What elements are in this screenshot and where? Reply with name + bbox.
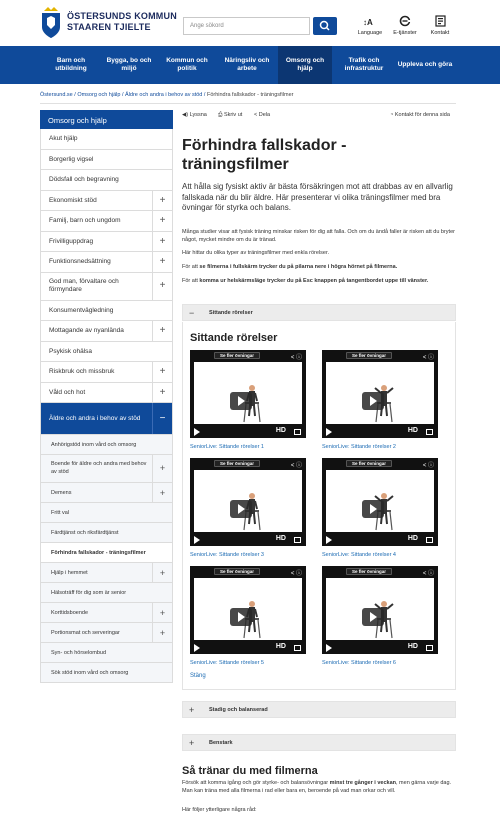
fullscreen-icon[interactable] bbox=[426, 429, 433, 435]
expand-icon[interactable]: + bbox=[152, 383, 172, 403]
nav-item-naringsliv-och-arbete[interactable]: Näringsliv och arbete bbox=[224, 57, 270, 72]
play-overlay-icon[interactable] bbox=[230, 608, 252, 626]
page-toolbar bbox=[182, 112, 456, 122]
nav-item-barn-och-utbildning[interactable]: Barn och utbildning bbox=[55, 57, 87, 72]
video-controls bbox=[190, 426, 306, 438]
play-overlay-icon[interactable] bbox=[230, 392, 252, 410]
sidebar-item-borgerlig-vigsel[interactable]: Borgerlig vigsel bbox=[40, 150, 173, 171]
expand-icon[interactable]: + bbox=[152, 455, 172, 482]
expand-icon[interactable]: + bbox=[152, 603, 172, 622]
video-caption[interactable]: SeniorLive: Sittande rörelser 5 bbox=[190, 660, 264, 666]
video-caption[interactable]: SeniorLive: Sittande rörelser 3 bbox=[190, 552, 264, 558]
divider bbox=[40, 103, 456, 104]
sidebar-subitem-boende[interactable]: Boende för äldre och andra med behov av stöd + bbox=[40, 455, 173, 483]
sidebar-subitem-current[interactable]: Förhindra fallskador - träningsfilmer bbox=[40, 543, 173, 563]
sidebar-subitem-halsotraff[interactable]: Hälsoträff för dig som är senior bbox=[40, 583, 173, 603]
site-header bbox=[0, 0, 500, 46]
hd-icon[interactable]: HD bbox=[407, 535, 418, 542]
play-overlay-icon[interactable] bbox=[362, 608, 384, 626]
nav-item-bygga-bo-och-miljo[interactable]: Bygga, bo och miljö bbox=[106, 57, 152, 72]
training-paragraph-2: Här följer ytterligare några råd: bbox=[182, 807, 257, 813]
language-label: Language bbox=[357, 30, 383, 36]
sidebar-subitem-portionsmat[interactable]: Portionsmat och serveringar + bbox=[40, 623, 173, 643]
video-controls bbox=[322, 534, 438, 546]
sidebar bbox=[40, 110, 173, 683]
paragraph-1: Många studier visar att fysisk träning minskar risken för dig att falla. Och om du ändå faller är risken att du bryter något, mycket mindre om du är tränad. bbox=[182, 229, 455, 243]
video-caption[interactable]: SeniorLive: Sittande rörelser 2 bbox=[322, 444, 396, 450]
share-info-icon[interactable]: < ⓘ bbox=[290, 571, 302, 577]
more-exercises-button[interactable]: Se fler övningar bbox=[214, 460, 260, 467]
ingress-text: Att hålla sig fysiskt aktiv är bästa försäkringen mot att drabbas av en allvarlig fallskada när du blir äldre. Här presenterar vi olika träningsfilmer med bra övningar för styrka och balans. bbox=[182, 182, 453, 212]
search-input[interactable]: Ange sökord bbox=[183, 17, 310, 35]
search-button[interactable] bbox=[313, 17, 337, 35]
video-controls bbox=[322, 426, 438, 438]
video-player[interactable] bbox=[322, 566, 438, 654]
breadcrumb-link-omsorg[interactable]: Omsorg och hjälp bbox=[77, 92, 121, 98]
collapse-icon[interactable]: − bbox=[152, 403, 172, 434]
video-caption[interactable]: SeniorLive: Sittande rörelser 6 bbox=[322, 660, 396, 666]
sidebar-subitem-korttidsboende[interactable]: Korttidsboende + bbox=[40, 603, 173, 623]
nav-item-kommun-och-politik[interactable]: Kommun och politik bbox=[166, 57, 208, 72]
font-size-icon bbox=[363, 15, 377, 26]
play-icon[interactable] bbox=[326, 644, 332, 652]
video-caption[interactable]: SeniorLive: Sittande rörelser 1 bbox=[190, 444, 264, 450]
svg-text:↕A: ↕A bbox=[363, 18, 373, 26]
sidebar-subitem-hjalp-i-hemmet[interactable]: Hjälp i hemmet + bbox=[40, 563, 173, 583]
more-exercises-button[interactable]: Se fler övningar bbox=[346, 568, 392, 575]
breadcrumb-current: Förhindra fallskador - träningsfilmer bbox=[206, 92, 294, 98]
sidebar-subitem-anhorigstod[interactable]: Anhörigstöd inom vård och omsorg bbox=[40, 435, 173, 455]
hd-icon[interactable]: HD bbox=[275, 643, 286, 650]
fullscreen-icon[interactable] bbox=[294, 645, 301, 651]
e-services-icon bbox=[399, 15, 411, 27]
training-paragraph-1: Försök att komma igång och gör styrke- och balansövningar minst tre gånger i veckan, men gärna varje dag. Man kan träna med alla filmerna i rad eller bara en, beroende på vad man orkar och vill. bbox=[182, 780, 452, 794]
paragraph-2: Här hittar du olika typer av träningsfilmer med enkla rörelser. bbox=[182, 250, 330, 256]
breadcrumb-link-aldre[interactable]: Äldre och andra i behov av stöd bbox=[125, 92, 203, 98]
accordion-sittande[interactable] bbox=[182, 304, 456, 321]
video-controls bbox=[322, 642, 438, 654]
share-info-icon[interactable]: < ⓘ bbox=[422, 571, 434, 577]
expand-icon[interactable]: + bbox=[152, 321, 172, 341]
sidebar-subitem-fritt-val[interactable]: Fritt val bbox=[40, 503, 173, 523]
expand-icon[interactable]: + bbox=[152, 252, 172, 272]
play-icon[interactable] bbox=[194, 428, 200, 436]
breadcrumb-link-home[interactable]: Östersund.se bbox=[40, 92, 73, 98]
video-frame[interactable] bbox=[326, 362, 434, 424]
expand-icon[interactable]: + bbox=[152, 623, 172, 642]
e-services-label: E-tjänster bbox=[393, 30, 417, 36]
play-icon[interactable] bbox=[326, 536, 332, 544]
expand-icon[interactable]: + bbox=[152, 232, 172, 252]
video-caption[interactable]: SeniorLive: Sittande rörelser 4 bbox=[322, 552, 396, 558]
video-frame[interactable] bbox=[326, 470, 434, 532]
video-frame[interactable] bbox=[194, 362, 302, 424]
nav-item-omsorg-och-hjalp[interactable]: Omsorg och hjälp bbox=[278, 46, 332, 84]
logo-text-line1[interactable]: ÖSTERSUNDS KOMMUN bbox=[67, 11, 177, 21]
play-overlay-icon[interactable] bbox=[362, 392, 384, 410]
contact-icon bbox=[435, 15, 446, 27]
accordion-benstark[interactable] bbox=[182, 734, 456, 751]
share-info-icon[interactable]: < ⓘ bbox=[422, 355, 434, 361]
video-frame[interactable] bbox=[326, 578, 434, 640]
sidebar-item-god-man[interactable]: God man, förvaltare och förmyndare + bbox=[40, 273, 173, 301]
contact-page-link[interactable]: ◔ Kontakt för denna sida bbox=[390, 112, 450, 118]
municipality-crest-icon[interactable] bbox=[40, 5, 62, 40]
sidebar-item-aldre-active[interactable]: Äldre och andra i behov av stöd − bbox=[40, 403, 173, 435]
sidebar-item-familj[interactable]: Familj, barn och ungdom + bbox=[40, 211, 173, 232]
expand-icon: + bbox=[189, 738, 195, 748]
fullscreen-icon[interactable] bbox=[426, 645, 433, 651]
sidebar-item-konsumentvagledning[interactable]: Konsumentvägledning bbox=[40, 301, 173, 322]
hd-icon[interactable]: HD bbox=[275, 427, 286, 434]
training-heading: Så tränar du med filmerna bbox=[182, 765, 318, 777]
share-info-icon[interactable]: < ⓘ bbox=[290, 463, 302, 469]
sidebar-subitem-demens[interactable]: Demens + bbox=[40, 483, 173, 503]
fullscreen-icon[interactable] bbox=[426, 537, 433, 543]
expand-icon[interactable]: + bbox=[152, 483, 172, 502]
collapse-icon: − bbox=[189, 308, 195, 318]
expand-icon[interactable]: + bbox=[152, 211, 172, 231]
sidebar-item-psykisk-ohalsa[interactable]: Psykisk ohälsa bbox=[40, 342, 173, 363]
print-button[interactable]: ⎙ Skriv ut bbox=[218, 112, 243, 118]
share-info-icon[interactable]: < ⓘ bbox=[422, 463, 434, 469]
language-button[interactable] bbox=[355, 13, 385, 36]
sidebar-item-funktionsnedsattning[interactable]: Funktionsnedsättning + bbox=[40, 252, 173, 273]
accordion-label: Sittande rörelser bbox=[209, 310, 253, 316]
section-heading: Sittande rörelser bbox=[190, 332, 278, 344]
sidebar-item-vald-och-hot[interactable]: Våld och hot + bbox=[40, 383, 173, 404]
accordion-label: Stadig och balanserad bbox=[209, 707, 268, 713]
main-navigation bbox=[0, 46, 500, 84]
contact-button[interactable] bbox=[425, 13, 455, 36]
sidebar-subitem-syn-och-horsel[interactable]: Syn- och hörselombud bbox=[40, 643, 173, 663]
share-info-icon[interactable]: < ⓘ bbox=[290, 355, 302, 361]
more-exercises-button[interactable]: Se fler övningar bbox=[214, 568, 260, 575]
sidebar-item-frivilliguppdrag[interactable]: Frivilliguppdrag + bbox=[40, 232, 173, 253]
nav-item-trafik-och-infrastruktur[interactable]: Trafik och infrastruktur bbox=[344, 57, 384, 72]
more-exercises-button[interactable]: Se fler övningar bbox=[346, 460, 392, 467]
sidebar-item-ekonomiskt-stod[interactable]: Ekonomiskt stöd + bbox=[40, 191, 173, 212]
sidebar-item-akut-hjalp[interactable]: Akut hjälp bbox=[40, 129, 173, 150]
paragraph-4: För att komma ur helskärmsläge trycker du på Esc knappen på tangentbordet uppe till vänster. bbox=[182, 278, 429, 284]
listen-button[interactable]: ◀) Lyssna bbox=[182, 112, 207, 118]
nav-item-uppleva-och-gora[interactable]: Uppleva och göra bbox=[397, 61, 453, 68]
close-link[interactable]: Stäng bbox=[190, 673, 206, 679]
play-icon[interactable] bbox=[194, 644, 200, 652]
more-exercises-button[interactable]: Se fler övningar bbox=[346, 352, 392, 359]
video-controls bbox=[190, 534, 306, 546]
expand-icon[interactable]: + bbox=[152, 191, 172, 211]
play-icon[interactable] bbox=[326, 428, 332, 436]
accordion-stadig[interactable] bbox=[182, 701, 456, 718]
video-player[interactable] bbox=[190, 350, 306, 438]
share-button[interactable]: < Dela bbox=[254, 112, 271, 118]
expand-icon[interactable]: + bbox=[152, 563, 172, 582]
sidebar-item-riskbruk[interactable]: Riskbruk och missbruk + bbox=[40, 362, 173, 383]
sidebar-item-dodsfall[interactable]: Dödsfall och begravning bbox=[40, 170, 173, 191]
video-player[interactable] bbox=[190, 566, 306, 654]
video-player[interactable] bbox=[322, 458, 438, 546]
fullscreen-icon[interactable] bbox=[294, 537, 301, 543]
expand-icon[interactable]: + bbox=[152, 362, 172, 382]
hd-icon[interactable]: HD bbox=[407, 427, 418, 434]
expand-icon: + bbox=[189, 705, 195, 715]
video-player[interactable] bbox=[322, 350, 438, 438]
page-title: Förhindra fallskador - träningsfilmer bbox=[182, 137, 347, 173]
sidebar-item-mottagande[interactable]: Mottagande av nyanlända + bbox=[40, 321, 173, 342]
video-frame[interactable] bbox=[194, 470, 302, 532]
sidebar-subitem-sok-stod[interactable]: Sök stöd inom vård och omsorg bbox=[40, 663, 173, 683]
expand-icon[interactable]: + bbox=[152, 273, 172, 300]
more-exercises-button[interactable]: Se fler övningar bbox=[214, 352, 260, 359]
sidebar-subitem-fardtjanst[interactable]: Färdtjänst och riksfärdtjänst bbox=[40, 523, 173, 543]
e-services-button[interactable] bbox=[390, 13, 420, 36]
breadcrumb: Östersund.se / Omsorg och hjälp / Äldre och andra i behov av stöd / Förhindra fallskador - träningsfilmer bbox=[40, 92, 294, 98]
video-player[interactable] bbox=[190, 458, 306, 546]
play-icon[interactable] bbox=[194, 536, 200, 544]
paragraph-3: För att se filmerna i fullskärm trycker du på pilarna nere i högra hörnet på filmerna. bbox=[182, 264, 398, 270]
video-controls bbox=[190, 642, 306, 654]
sidebar-heading[interactable]: Omsorg och hjälp bbox=[40, 110, 173, 129]
play-overlay-icon[interactable] bbox=[230, 500, 252, 518]
video-frame[interactable] bbox=[194, 578, 302, 640]
hd-icon[interactable]: HD bbox=[407, 643, 418, 650]
fullscreen-icon[interactable] bbox=[294, 429, 301, 435]
hd-icon[interactable]: HD bbox=[275, 535, 286, 542]
search-icon bbox=[313, 17, 337, 35]
contact-label: Kontakt bbox=[430, 30, 450, 36]
accordion-label: Benstark bbox=[209, 740, 233, 746]
logo-text-line2[interactable]: STAAREN TJIELTE bbox=[67, 22, 151, 32]
play-overlay-icon[interactable] bbox=[362, 500, 384, 518]
